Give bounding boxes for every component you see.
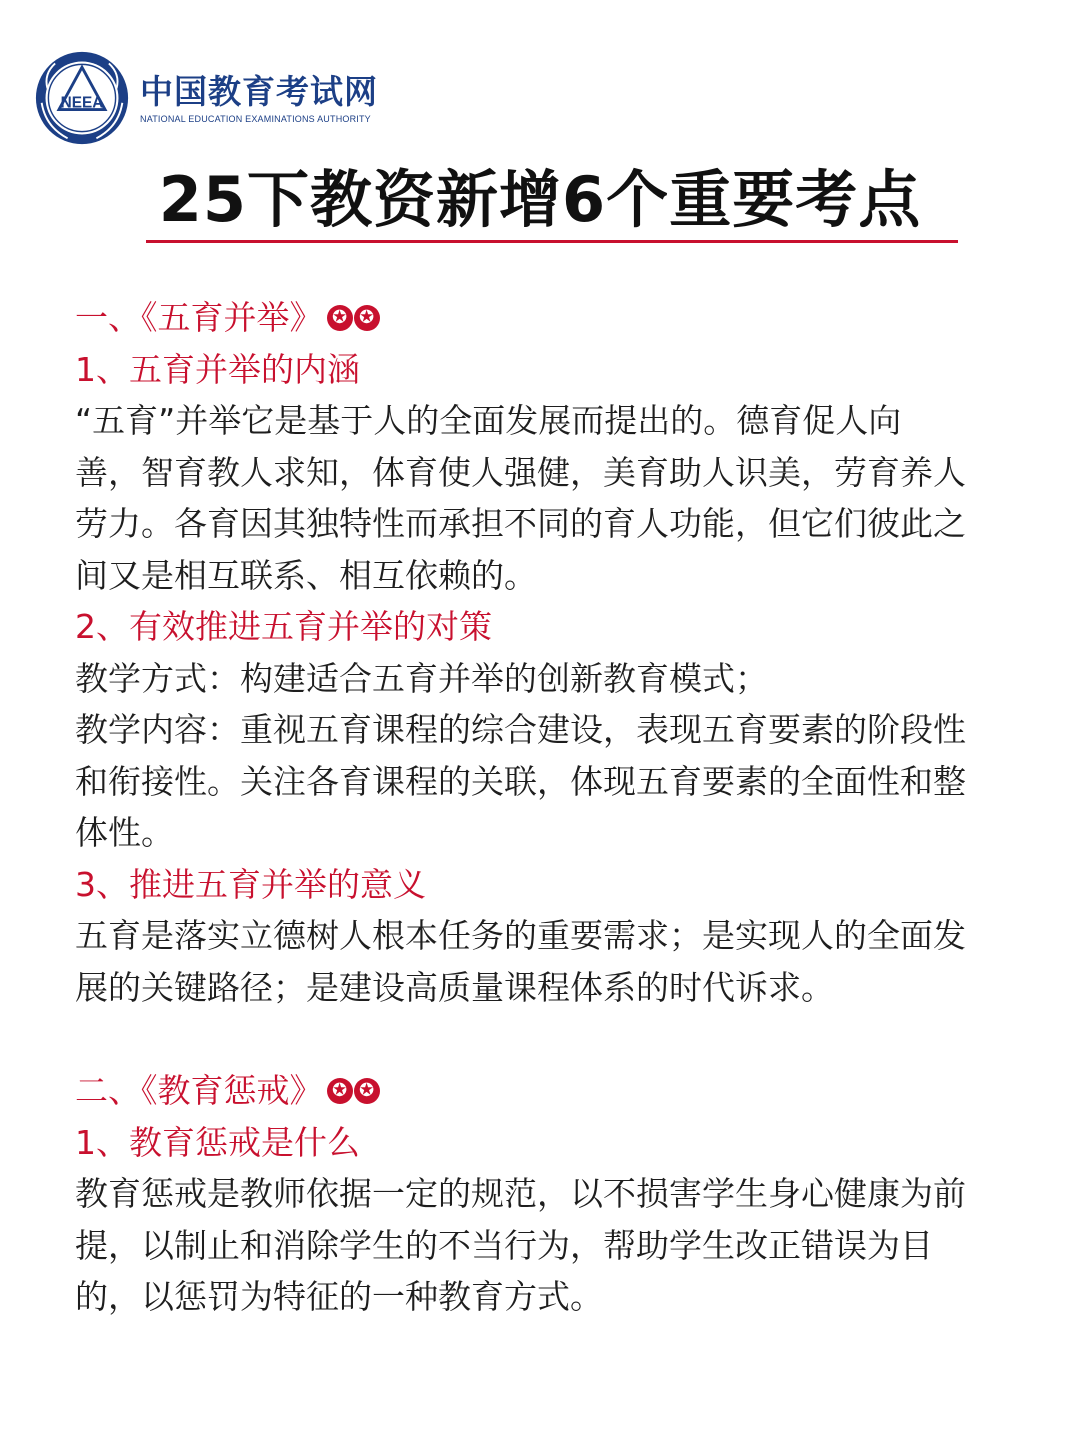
importance-stars	[327, 305, 381, 331]
page-title: 25下教资新增6个重要考点	[158, 163, 922, 236]
logo-text-block	[140, 72, 378, 124]
importance-stars	[327, 1078, 381, 1104]
paragraph-line: 善，智育教人求知，体育使人强健，美育助人识美，劳育养人	[75, 452, 966, 492]
subsection-title: 2、有效推进五育并举的对策	[75, 607, 492, 646]
star-icon: ✪	[327, 1078, 353, 1104]
site-header	[34, 50, 378, 146]
paragraph-line: 间又是相互联系、相互依赖的。	[75, 555, 537, 595]
section-heading-text: 二、《教育惩戒》	[75, 1071, 323, 1110]
paragraph-line: 教学内容：重视五育课程的综合建设，表现五育要素的阶段性	[75, 710, 966, 749]
paragraph-line: 体性。	[75, 813, 174, 852]
paragraph-line: 教育惩戒是教师依据一定的规范，以不损害学生身心健康为前	[75, 1174, 966, 1213]
paragraph-line: 提，以制止和消除学生的不当行为，帮助学生改正错误为目	[75, 1225, 933, 1265]
emblem-text: NEEA	[60, 94, 104, 112]
subsection-title: 1、五育并举的内涵	[75, 349, 360, 389]
paragraph-line: 的，以惩罚为特征的一种教育方式。	[75, 1277, 603, 1316]
paragraph-line: 劳力。各育因其独特性而承担不同的育人功能，但它们彼此之	[75, 504, 966, 543]
neea-emblem-icon	[34, 50, 130, 146]
paragraph-line: “五育”并举它是基于人的全面发展而提出的。德育促人向	[75, 401, 902, 440]
paragraph-line: 展的关键路径；是建设高质量课程体系的时代诉求。	[75, 967, 834, 1007]
site-name: 中国教育考试网	[140, 72, 378, 111]
section-heading	[75, 1065, 1020, 1117]
subsection-title: 3、推进五育并举的意义	[75, 864, 426, 904]
star-icon: ✪	[354, 305, 380, 331]
paragraph-line: 和衔接性。关注各育课程的关联，体现五育要素的全面性和整	[75, 761, 966, 801]
site-subtitle: NATIONAL EDUCATION EXAMINATIONS AUTHORITY	[140, 114, 371, 124]
star-icon: ✪	[354, 1078, 380, 1104]
title-underline	[146, 240, 958, 243]
paragraph-line: 教学方式：构建适合五育并举的创新教育模式；	[75, 658, 768, 698]
section-heading	[75, 292, 1020, 344]
paragraph-line: 五育是落实立德树人根本任务的重要需求；是实现人的全面发	[75, 916, 966, 955]
article-body	[75, 292, 1020, 1323]
subsection-title: 1、教育惩戒是什么	[75, 1122, 360, 1162]
section-heading-text: 一、《五育并举》	[75, 298, 323, 337]
section-spacer	[75, 1013, 1020, 1065]
star-icon: ✪	[327, 305, 353, 331]
